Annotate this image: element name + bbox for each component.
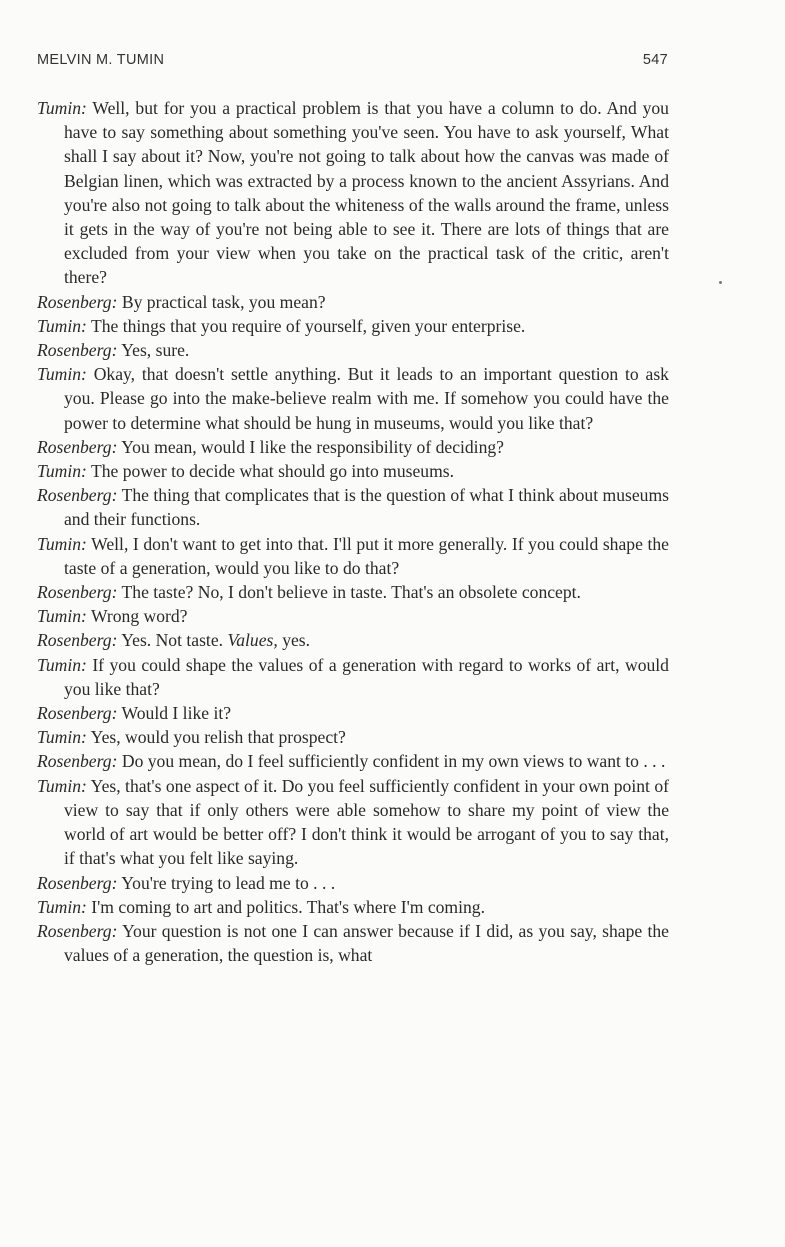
speaker-label: Rosenberg:	[37, 872, 118, 893]
turn-text: You mean, would I like the responsibility of deciding?	[121, 436, 504, 457]
speaker-label: Rosenberg:	[37, 340, 118, 361]
turn-text: Would I like it?	[121, 703, 232, 724]
dialogue-turn	[37, 725, 669, 749]
speaker-label: Tumin:	[37, 606, 87, 627]
speaker-label: Tumin:	[37, 364, 87, 385]
dialogue-turn	[37, 628, 669, 652]
dialogue-turn	[37, 96, 669, 290]
turn-text: If you could shape the values of a generation with regard to works of art, would you like that?	[64, 654, 669, 699]
dialogue-turn	[37, 532, 669, 580]
turn-text: The taste? No, I don't believe in taste. That's an obsolete concept.	[121, 582, 581, 603]
dialogue-turn	[37, 604, 669, 628]
turn-text: Well, I don't want to get into that. I'll put it more generally. If you could shape the taste of a generation, would you like to do that?	[64, 533, 669, 578]
dialogue-turn	[37, 290, 669, 314]
dialogue-turn	[37, 580, 669, 604]
dialogue-turn	[37, 653, 669, 701]
turn-text: The power to decide what should go into museums.	[90, 461, 455, 482]
speaker-label: Rosenberg:	[37, 582, 118, 603]
turn-text: Okay, that doesn't settle anything. But it leads to an important question to ask you. Please go into the make-believe realm with me. If somehow you could have the power to determine what should be hung in museums, would you like that?	[64, 364, 669, 433]
turn-text	[121, 630, 310, 650]
turn-text: Yes, that's one aspect of it. Do you feel sufficiently confident in your own point of view to say that if only others were able somehow to share my point of view the world of art would be better off? I don't think it would be arrogant of you to say that, if that's what you felt like saying.	[64, 775, 669, 869]
speaker-label: Rosenberg:	[37, 291, 118, 312]
dialogue-turn	[37, 871, 669, 895]
dialogue-turn	[37, 895, 669, 919]
turn-text: You're trying to lead me to . . .	[121, 872, 336, 893]
speaker-label: Rosenberg:	[37, 436, 118, 457]
speaker-label: Tumin:	[37, 98, 87, 118]
turn-text-before: Yes. Not taste.	[121, 630, 224, 651]
turn-text-after: yes.	[282, 630, 311, 651]
turn-text: Well, but for you a practical problem is that you have a column to do. And you have to say something about something you've seen. You have to ask yourself, What shall I say about it? Now, you're not going to talk about how the canvas was made of Belgian linen, which was extracted by a process known to the ancient Assyrians. And you're also not going to talk about the whiteness of the walls around the frame, unless it gets in the way of you're not being able to see it. There are lots of things that are excluded from your view when you take on the practical task of the critic, aren't there?	[64, 98, 669, 288]
dialogue-body	[37, 96, 669, 967]
dialogue-turn	[37, 362, 669, 435]
turn-text: I'm coming to art and politics. That's where I'm coming.	[91, 896, 486, 917]
speaker-label: Rosenberg:	[37, 703, 118, 724]
turn-text: Wrong word?	[90, 606, 188, 627]
turn-text: Yes, sure.	[121, 340, 190, 361]
speaker-label: Tumin:	[37, 654, 87, 675]
dialogue-turn	[37, 314, 669, 338]
turn-text: Yes, would you relish that prospect?	[90, 727, 346, 748]
turn-text: The things that you require of yourself, given your enterprise.	[90, 315, 526, 336]
speaker-label: Rosenberg:	[37, 920, 118, 941]
page-number: 547	[642, 52, 668, 68]
stray-ink-mark	[719, 281, 722, 284]
speaker-label: Tumin:	[37, 775, 87, 796]
turn-text: Do you mean, do I feel sufficiently confident in my own views to want to . . .	[121, 751, 666, 772]
speaker-label: Rosenberg:	[37, 630, 118, 651]
dialogue-turn	[37, 435, 669, 459]
dialogue-turn	[37, 749, 669, 773]
speaker-label: Tumin:	[37, 315, 87, 336]
running-head-author: MELVIN M. TUMIN	[37, 52, 165, 68]
speaker-label: Tumin:	[37, 896, 87, 917]
dialogue-turn	[37, 459, 669, 483]
speaker-label: Tumin:	[37, 533, 87, 554]
speaker-label: Tumin:	[37, 461, 87, 482]
dialogue-turn	[37, 774, 669, 871]
dialogue-turn	[37, 919, 669, 967]
turn-text: By practical task, you mean?	[121, 291, 326, 312]
dialogue-turn	[37, 483, 669, 531]
speaker-label: Rosenberg:	[37, 751, 118, 772]
dialogue-turn	[37, 701, 669, 725]
emphasized-word: Values,	[227, 630, 278, 651]
running-head	[37, 52, 668, 68]
turn-text: Your question is not one I can answer because if I did, as you say, shape the values of a generation, the question is, what	[64, 920, 669, 966]
speaker-label: Rosenberg:	[37, 485, 118, 506]
dialogue-turn	[37, 338, 669, 362]
turn-text: The thing that complicates that is the question of what I think about museums and their functions.	[64, 485, 669, 530]
speaker-label: Tumin:	[37, 727, 87, 748]
